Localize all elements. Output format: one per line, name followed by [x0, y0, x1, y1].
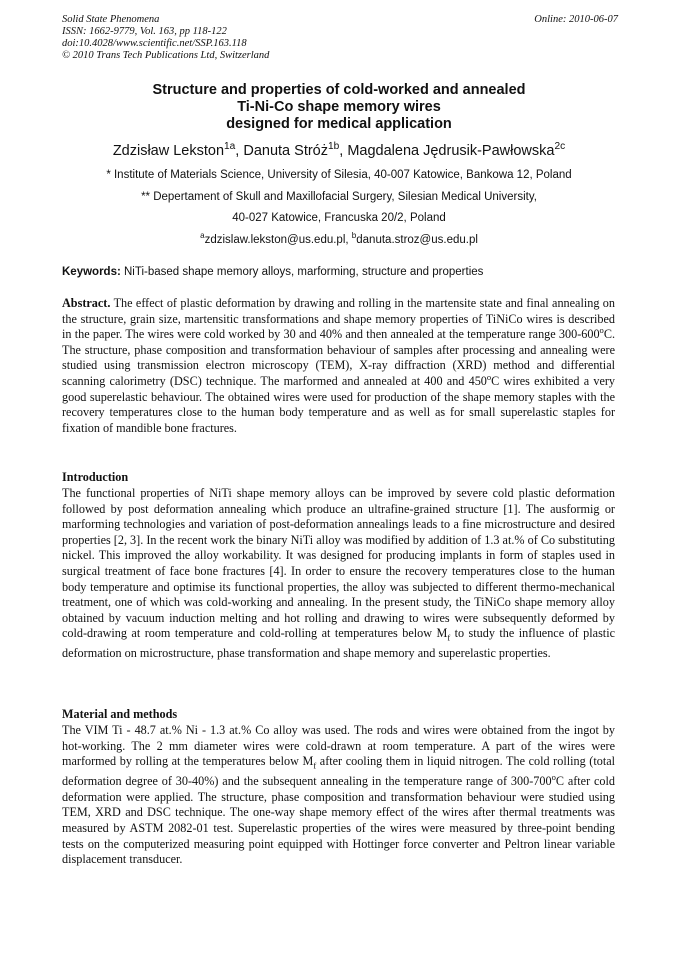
introduction-paragraph [62, 486, 615, 662]
subscript-f: f [447, 632, 451, 643]
author-separator: , [339, 143, 348, 159]
author-3: Magdalena Jędrusik-Pawłowska [347, 143, 555, 159]
title-line-3: designed for medical application [226, 116, 452, 132]
author-separator: , [235, 143, 244, 159]
email-a-marker: a [200, 231, 205, 241]
author-3-affil: 2c [554, 141, 566, 153]
degree-sign: o [486, 371, 492, 382]
online-date: Online: 2010-06-07 [534, 14, 618, 25]
introduction-text: to study the influence of plastic deformation on microstructure, phase transformation and shape memory and superelastic properties. [62, 626, 615, 661]
affiliation-1: * Institute of Materials Science, University of Silesia, 40-007 Katowice, Bankowa 12, Poland [106, 169, 572, 181]
author-1: Zdzisław Lekston [112, 143, 225, 159]
abstract-paragraph [62, 296, 615, 436]
keywords [62, 265, 622, 279]
abstract-label: Abstract. [62, 296, 111, 310]
methods-heading: Material and methods [62, 707, 178, 721]
email-a: zdzislaw.lekston@us.edu.pl, [204, 234, 352, 246]
author-1-affil: 1a [224, 141, 236, 153]
affiliation-2-line-2: 40-027 Katowice, Francuska 20/2, Poland [232, 212, 446, 224]
title-line-1: Structure and properties of cold-worked and annealed [152, 82, 526, 98]
keywords-text: NiTi-based shape memory alloys, marforming, structure and properties [120, 266, 484, 278]
doi-line: doi:10.4028/www.scientific.net/SSP.163.118 [62, 38, 247, 49]
methods-text: The VIM Ti - 48.7 at.% Ni - 1.3 at.% Co alloy was used. The rods and wires were obtained from the ingot by hot-working. The 2 mm diameter wires were cold-drawn at room temperature. A part of the wires were marformed by rolling at the temperatures below M [62, 723, 615, 769]
affiliation-2-line-1: ** Depertament of Skull and Maxillofacial Surgery, Silesian Medical University, [141, 191, 537, 203]
issn-line: ISSN: 1662-9779, Vol. 163, pp 118-122 [62, 26, 227, 37]
author-list [30, 142, 648, 160]
paper-title [40, 82, 638, 133]
title-line-2: Ti-Ni-Co shape memory wires [237, 99, 441, 115]
degree-sign: o [551, 772, 556, 783]
degree-sign: o [599, 325, 604, 336]
abstract-text: C. The structure, phase composition and transformation behaviour of samples after processing and annealing were studied using transmission electron microscopy (TEM), X-ray diffraction (XRD) method and differential scanning calorimetry (DSC) technique. The marformed and annealed at 400 and 450 [62, 327, 615, 388]
introduction-heading: Introduction [62, 470, 129, 484]
abstract-text: C wires exhibited a very good superelastic behaviour. The obtained wires were used for production of the shape memory staples with the recovery temperatures close to the human body temperature and as well as for small superelastic staples for fixation of mandible bone fractures. [62, 373, 615, 435]
journal-name: Solid State Phenomena [62, 14, 160, 25]
introduction-text: The functional properties of NiTi shape memory alloys can be improved by severe cold plastic deformation followed by post deformation annealing which produce an ultrafine-grained structure [1]. The ausformig or marforming technologies and variation of post-deformation annealings leads to a fine microstructure and desired properties [2, 3]. In the recent work the binary NiTi alloy was modified by addition of 1.3 at.% of Co substituting nickel. This improved the alloy workability. It was designed for producing implants in form of staples used in surgical treatment of face bone fractures [4]. In order to ensure the recovery temperatures close to the human body temperature and optimise its functional properties, the alloy was subjected to different thermo-mechanical treatment, one of which was cold-working and annealing. In the present study, the TiNiCo shape memory alloy obtained by vacuum induction melting and hot rolling and drawing to wires were subsequently deformed by cold-drawing at room temperature and cold-rolling at temperatures below M [62, 486, 615, 641]
abstract-text: The effect of plastic deformation by drawing and rolling in the martensite state and final annealing on the structure, grain size, martensitic transformations and shape memory properties of TiNiCo wires is described in the paper. The wires were cold worked by 30 and 40% and then annealed at the temperature range 300-600 [62, 296, 615, 342]
keywords-label: Keywords: [62, 266, 121, 278]
email-b: danuta.stroz@us.edu.pl [356, 234, 478, 246]
running-header [62, 14, 618, 62]
methods-text: C after cold deformation were applied. The structure, phase composition and transformation behaviour were studied using TEM, XRD and DSC technique. The one-way shape memory effect of the wires after thermal treatments was measured by ASTM 2082-01 test. Superelastic properties of the wires were measured by three-point bending tests on the computerized measuring point equipped with Hottinger force converter and Peltron linear variable displacement transducer. [62, 774, 615, 867]
subscript-f: f [313, 760, 317, 771]
methods-paragraph [62, 723, 615, 868]
email-line [30, 233, 648, 247]
copyright-line: © 2010 Trans Tech Publications Ltd, Switzerland [62, 50, 270, 61]
email-b-marker: b [351, 231, 357, 241]
author-2-affil: 1b [328, 141, 340, 153]
author-2: Danuta Stróż [243, 143, 328, 159]
methods-text: after cooling them in liquid nitrogen. The cold rolling (total deformation degree of 30-40%) and the subsequent annealing in the temperature range of 300-700 [62, 754, 615, 789]
